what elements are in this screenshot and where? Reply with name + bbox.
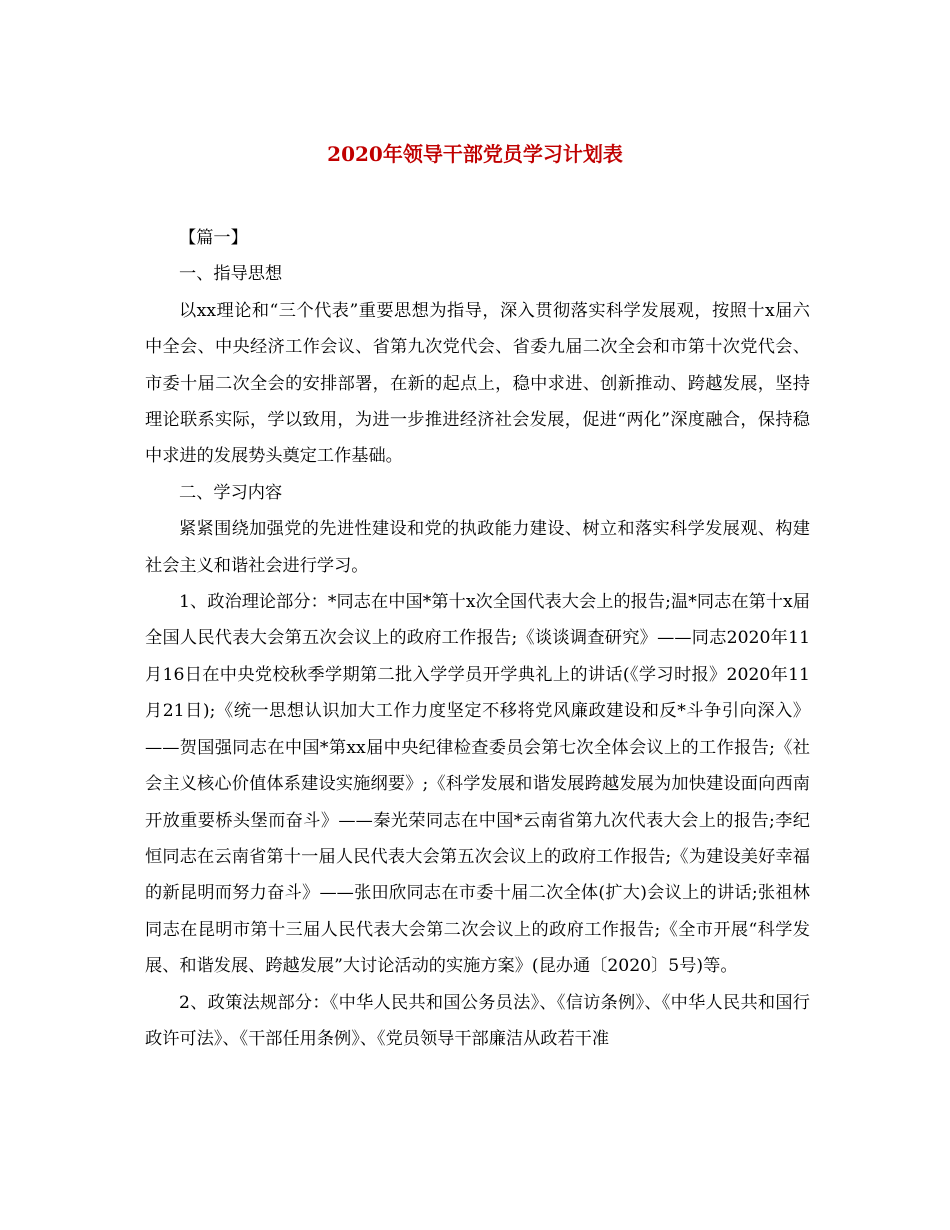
section-heading-pian-yi: 【篇一】 — [179, 228, 248, 248]
document-title: 2020年领导干部党员学习计划表 — [327, 142, 623, 166]
section-heading-study-content: 二、学习内容 — [179, 482, 283, 503]
paragraph-study-content-intro: 紧紧围绕加强党的先进性建设和党的执政能力建设、树立和落实科学发展观、构建社会主义和谐社会进行学习。 — [145, 519, 810, 576]
document-body — [145, 220, 810, 1057]
paragraph-policy-regulations: 2、政策法规部分：《中华人民共和国公务员法》、《信访条例》、《中华人民共和国行政许可法》、《干部任用条例》、《党员领导干部廉洁从政若干准 — [145, 992, 810, 1049]
paragraph-guiding-thought: 以xx理论和“三个代表”重要思想为指导，深入贯彻落实科学发展观，按照十x届六中全会、中央经济工作会议、省第九次党代会、省委九届二次全会和市第十次党代会、市委十届二次全会的安排部署，在新的起点上，稳中求进、创新推动、跨越发展，坚持理论联系实际，学以致用，为进一步推进经济社会发展，促进“两化”深度融合，保持稳中求进的发展势头奠定工作基础。 — [145, 300, 810, 467]
section-heading-guiding-thought: 一、指导思想 — [179, 264, 283, 285]
paragraph-political-theory: 1、政治理论部分：*同志在中国*第十x次全国代表大会上的报告;温*同志在第十x届全国人民代表大会第五次会议上的政府工作报告;《谈谈调查研究》——同志2020年11月16日在中央党校秋季学期第二批入学学员开学典礼上的讲话(《学习时报》2020年11月21日);《统一思想认识加大工作力度坚定不移将党风廉政建设和反*斗争引向深入》——贺国强同志在中国*第xx届中央纪律检查委员会第七次全体会议上的工作报告;《社会主义核心价值体系建设实施纲要》;《科学发展和谐发展跨越发展为加快建设面向西南开放重要桥头堡而奋斗》——秦光荣同志在中国*云南省第九次代表大会上的报告;李纪恒同志在云南省第十一届人民代表大会第五次会议上的政府工作报告;《为建设美好幸福的新昆明而努力奋斗》——张田欣同志在市委十届二次全体(扩大)会议上的讲话;张祖林同志在昆明市第十三届人民代表大会第二次会议上的政府工作报告;《全市开展“科学发展、和谐发展、跨越发展”大讨论活动的实施方案》(昆办通〔2020〕5号)等。 — [145, 592, 810, 977]
